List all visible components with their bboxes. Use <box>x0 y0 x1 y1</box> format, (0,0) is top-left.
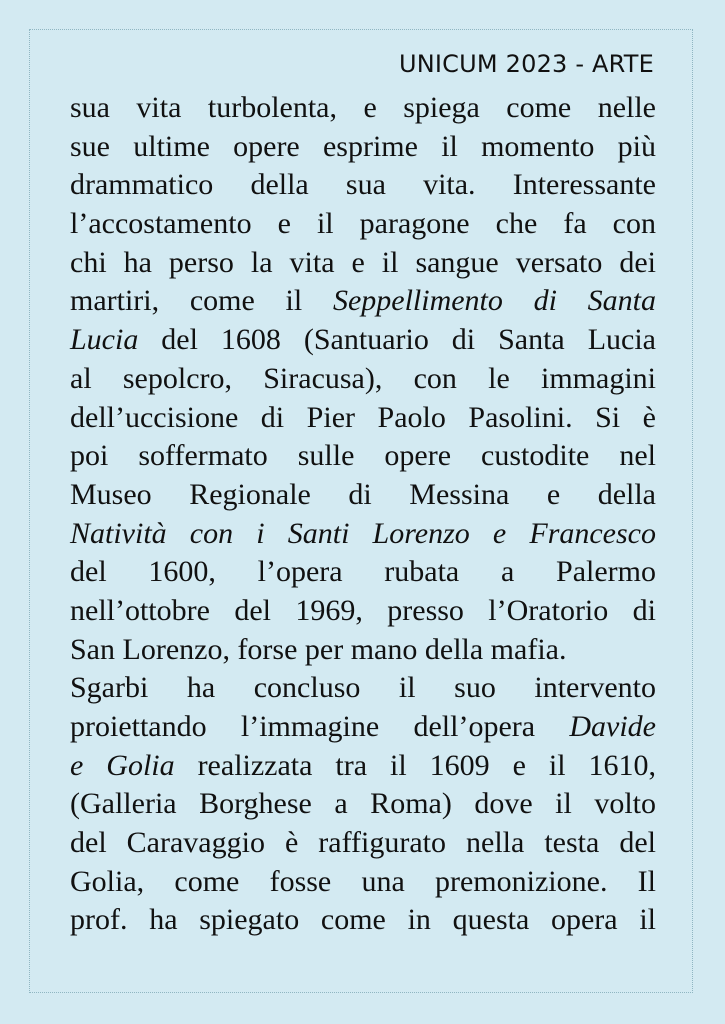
artwork-title: Davide <box>569 710 656 743</box>
article-body <box>70 89 656 940</box>
artwork-title: Natività con i Santi Lorenzo e Francesco <box>70 516 656 550</box>
text-line: drammatico della sua vita. Interessante <box>70 168 656 202</box>
text-line: del Caravaggio è raffigurato nella testa del <box>70 826 656 860</box>
running-header: UNICUM 2023 - ARTE <box>398 50 654 78</box>
text-line: del 1600, l’opera rubata a Palermo <box>70 555 656 589</box>
text-line <box>70 515 656 554</box>
artwork-title: Lucia <box>70 323 139 357</box>
text-line: martiri, come il Seppellimento di Santa <box>70 284 656 318</box>
text-line: e Golia realizzata tra il 1609 e il 1610, <box>70 748 656 782</box>
text-line: sue ultime opere esprime il momento più <box>70 129 656 163</box>
text-line: Sgarbi ha concluso il suo intervento <box>70 671 656 705</box>
text-line: Lucia del 1608 (Santuario di Santa Lucia <box>70 323 656 357</box>
text-line: dell’uccisione di Pier Paolo Pasolini. Si è <box>70 400 656 434</box>
text-line: proiettando l’immagine dell’opera Davide <box>70 710 656 743</box>
text-line: al sepolcro, Siracusa), con le immagini <box>70 361 656 395</box>
text-line: poi soffermato sulle opere custodite nel <box>70 439 656 473</box>
artwork-title: Seppellimento di Santa <box>332 284 656 318</box>
text-line: l’accostamento e il paragone che fa con <box>70 207 656 241</box>
artwork-title: e Golia <box>70 748 175 782</box>
text-line: (Galleria Borghese a Roma) dove il volto <box>70 787 656 821</box>
text-line: Golia, come fosse una premonizione. Il <box>70 864 656 898</box>
text-line: sua vita turbolenta, e spiega come nelle <box>70 91 656 124</box>
text-line: Museo Regionale di Messina e della <box>70 477 656 511</box>
text-line: San Lorenzo, forse per mano della mafia. <box>70 632 567 666</box>
text-line: nell’ottobre del 1969, presso l’Oratorio di <box>70 593 656 627</box>
text-line: prof. ha spiegato come in questa opera il <box>70 903 656 937</box>
text-line: chi ha perso la vita e il sangue versato dei <box>70 245 656 279</box>
